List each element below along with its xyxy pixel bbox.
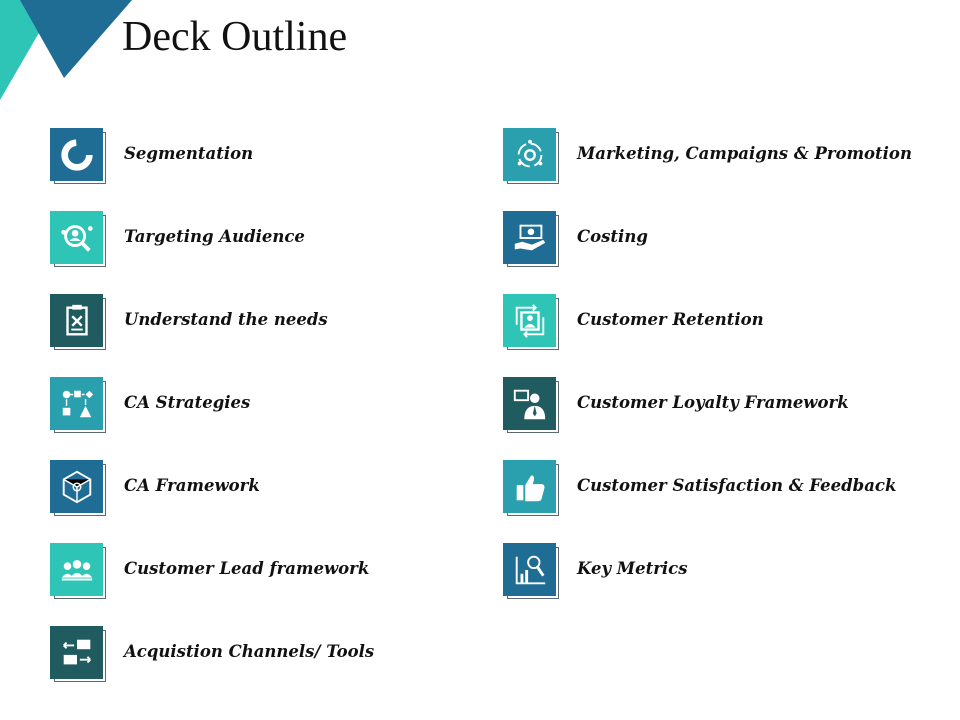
cube-icon bbox=[58, 468, 96, 506]
outline-item-costing[interactable] bbox=[503, 211, 943, 269]
outline-item-customer-loyalty[interactable] bbox=[503, 377, 943, 435]
strategy-shapes-icon bbox=[58, 385, 96, 423]
outline-item-label: Customer Loyalty Framework bbox=[577, 393, 849, 412]
outline-item-label: Segmentation bbox=[124, 144, 254, 163]
audience-search-icon bbox=[58, 219, 96, 257]
outline-item-ca-framework[interactable] bbox=[50, 460, 490, 518]
outline-item-targeting-audience[interactable] bbox=[50, 211, 490, 269]
channels-icon bbox=[58, 634, 96, 672]
outline-item-label: Customer Retention bbox=[577, 310, 764, 329]
outline-item-label: CA Strategies bbox=[124, 393, 251, 412]
outline-item-label: Marketing, Campaigns & Promotion bbox=[577, 144, 912, 163]
outline-item-ca-strategies[interactable] bbox=[50, 377, 490, 435]
cycle-gear-icon bbox=[511, 136, 549, 174]
outline-item-customer-retention[interactable] bbox=[503, 294, 943, 352]
outline-item-label: Key Metrics bbox=[577, 559, 688, 578]
outline-item-label: Targeting Audience bbox=[124, 227, 305, 246]
clipboard-check-icon bbox=[58, 302, 96, 340]
outline-item-key-metrics[interactable] bbox=[503, 543, 943, 601]
outline-item-acquisition-channels[interactable] bbox=[50, 626, 490, 684]
page-title: Deck Outline bbox=[122, 14, 348, 60]
metrics-search-icon bbox=[511, 551, 549, 589]
outline-item-customer-lead-framework[interactable] bbox=[50, 543, 490, 601]
thumbs-up-icon bbox=[511, 468, 549, 506]
outline-item-understand-needs[interactable] bbox=[50, 294, 490, 352]
outline-item-customer-satisfaction[interactable] bbox=[503, 460, 943, 518]
outline-item-label: Acquistion Channels/ Tools bbox=[124, 642, 375, 661]
outline-item-marketing-campaigns[interactable] bbox=[503, 128, 943, 186]
outline-item-label: Customer Lead framework bbox=[124, 559, 370, 578]
retention-frame-icon bbox=[511, 302, 549, 340]
money-hand-icon bbox=[511, 219, 549, 257]
outline-item-label: Costing bbox=[577, 227, 648, 246]
outline-item-label: Understand the needs bbox=[124, 310, 328, 329]
outline-item-segmentation[interactable] bbox=[50, 128, 490, 186]
corner-decoration bbox=[0, 0, 140, 110]
pie-chart-icon bbox=[58, 136, 96, 174]
presenter-icon bbox=[511, 385, 549, 423]
team-icon bbox=[58, 551, 96, 589]
outline-item-label: CA Framework bbox=[124, 476, 260, 495]
outline-item-label: Customer Satisfaction & Feedback bbox=[577, 476, 897, 495]
